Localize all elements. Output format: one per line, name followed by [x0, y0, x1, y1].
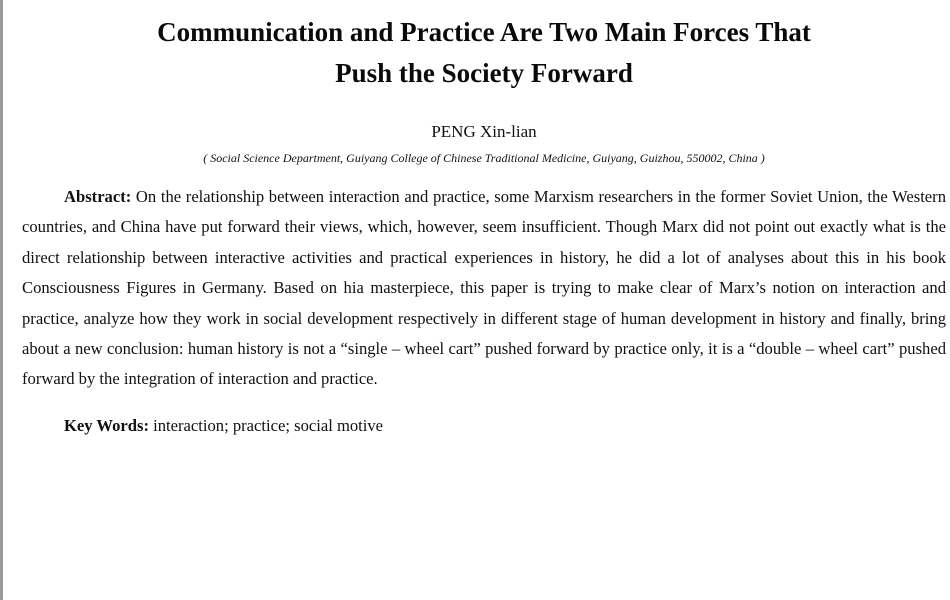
paper-title — [22, 12, 946, 94]
author-affiliation: ( Social Science Department, Guiyang College of Chinese Traditional Medicine, Guiyang, Guizhou, 550002, China ) — [203, 151, 765, 165]
keywords-label: Key Words: — [64, 416, 149, 436]
keywords-text: interaction; practice; social motive — [148, 416, 384, 436]
title-line-1: Communication and Practice Are Two Main Forces That — [157, 17, 811, 47]
keywords-paragraph — [22, 411, 946, 441]
abstract-paragraph — [22, 182, 946, 395]
abstract-text: On the relationship between interaction and practice, some Marxism researchers in the former Soviet Union, the Western countries, and China have put forward their views, which, however, seem insufficient. Though Marx did not point out exactly what is the direct relationship between interactive activities and practical experiences in history, he did a lot of analyses about this in his book Consciousness Figures in Germany. Based on hia masterpiece, this paper is trying to make clear of Marx’s notion on interaction and practice, analyze how they work in social development respectively in different stage of human development in history and finally, bring about a new conclusion: human history is not a “single – wheel cart” pushed forward by practice only, it is a “double – wheel cart” pushed forward by the integration of interaction and practice. — [22, 187, 946, 389]
author-name: PENG Xin-lian — [431, 122, 537, 141]
title-line-2: Push the Society Forward — [335, 58, 633, 88]
paper-page — [22, 12, 946, 458]
page-left-border — [0, 0, 3, 600]
abstract-label: Abstract: — [64, 187, 132, 206]
